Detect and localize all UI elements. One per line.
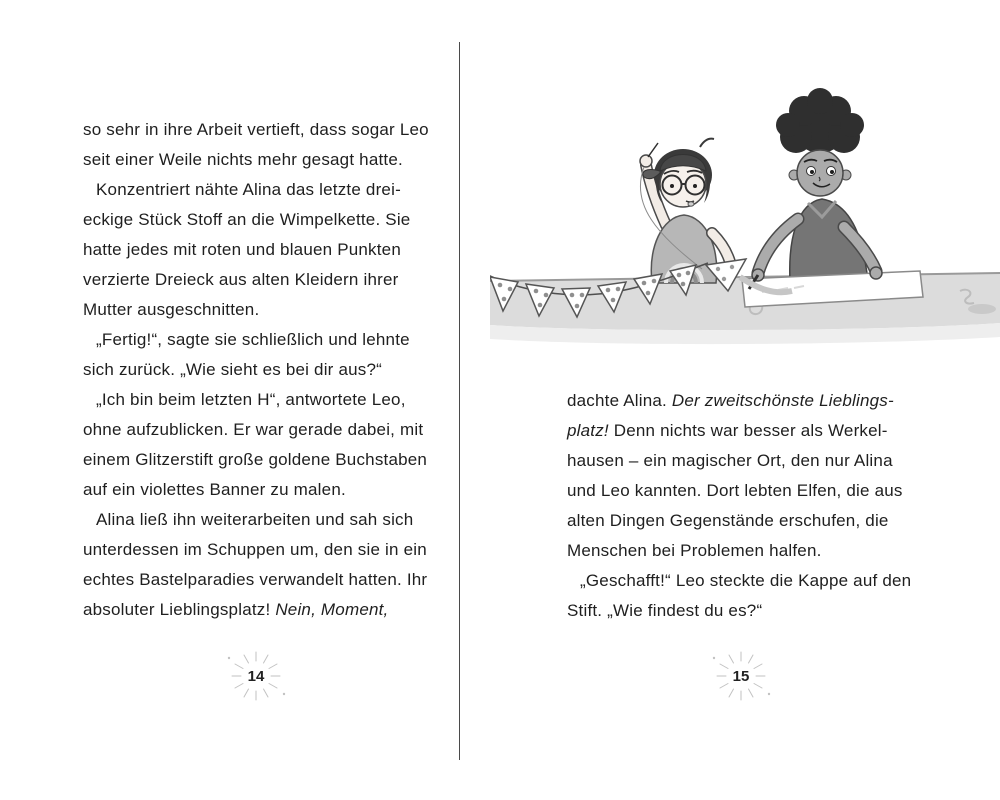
text-segment: Konzentriert nähte Alina das letzte drei-: [96, 180, 401, 199]
text-segment: „Ich bin beim letzten H“, antwortete Leo,: [96, 390, 406, 409]
needle: [648, 143, 658, 157]
text-line: [83, 175, 443, 205]
text-line: [83, 235, 443, 265]
page-number: 15: [732, 667, 750, 685]
text-segment: hatte jedes mit roten und blauen Punkten: [83, 240, 401, 259]
text-segment: und Leo kannten. Dort lebten Elfen, die aus: [567, 481, 903, 500]
text-line: [83, 475, 443, 505]
text-line: [567, 536, 927, 566]
text-segment: ohne aufzublicken. Er war gerade dabei, mit: [83, 420, 424, 439]
text-segment: platz!: [567, 421, 609, 440]
illustration-svg: [490, 85, 1000, 350]
leo-face: [797, 150, 843, 196]
text-line: [83, 205, 443, 235]
text-segment: alten Dingen Gegenstände erschufen, die: [567, 511, 889, 530]
text-segment: „Geschafft!“ Leo steckte die Kappe auf den: [580, 571, 912, 590]
illustration-alina-leo: [490, 85, 1000, 350]
text-segment: Nein, Moment,: [275, 600, 389, 619]
left-page-number-wrap: [211, 646, 301, 706]
text-segment: dachte Alina.: [567, 391, 672, 410]
text-line: [567, 446, 927, 476]
page-divider: [459, 42, 460, 760]
text-line: [567, 476, 927, 506]
text-segment: eckige Stück Stoff an die Wimpelkette. Sie: [83, 210, 411, 229]
text-line: [567, 416, 927, 446]
text-line: [567, 506, 927, 536]
text-segment: Stift. „Wie findest du es?“: [567, 601, 763, 620]
text-segment: hausen – ein magischer Ort, den nur Alina: [567, 451, 893, 470]
text-line: [83, 355, 443, 385]
right-page-number-wrap: [696, 646, 786, 706]
text-segment: so sehr in ihre Arbeit vertieft, dass sogar Leo: [83, 120, 429, 139]
text-segment: echtes Bastelparadies verwandelt hatten. Ihr: [83, 570, 428, 589]
text-line: [83, 445, 443, 475]
text-line: [83, 145, 443, 175]
text-line: [83, 505, 443, 535]
text-segment: auf ein violettes Banner zu malen.: [83, 480, 346, 499]
text-segment: unterdessen im Schuppen um, den sie in ein: [83, 540, 427, 559]
text-line: [83, 325, 443, 355]
alina-tongue: [688, 202, 694, 206]
text-line: [567, 596, 927, 626]
text-segment: Mutter ausgeschnitten.: [83, 300, 260, 319]
text-segment: einem Glitzerstift große goldene Buchstaben: [83, 450, 428, 469]
text-line: [567, 566, 927, 596]
text-segment: Der zweitschönste Lieblings-: [671, 391, 894, 410]
text-segment: „Fertig!“, sagte sie schließlich und lehnte: [96, 330, 410, 349]
text-segment: verzierte Dreieck aus alten Kleidern ihrer: [83, 270, 399, 289]
character-alina: [640, 139, 732, 283]
text-line: [567, 386, 927, 416]
text-line: [83, 115, 443, 145]
leo-afro: [776, 88, 864, 153]
page-number: 14: [247, 667, 265, 685]
text-line: [83, 415, 443, 445]
text-line: [83, 595, 443, 625]
text-segment: Denn nichts war besser als Werkel-: [608, 421, 888, 440]
character-leo: [776, 88, 868, 281]
text-segment: seit einer Weile nichts mehr gesagt hatte.: [83, 150, 403, 169]
text-segment: sich zurück. „Wie sieht es bei dir aus?“: [83, 360, 382, 379]
right-page-text: [567, 386, 927, 626]
text-line: [83, 535, 443, 565]
text-line: [83, 295, 443, 325]
left-page-text: [83, 115, 443, 625]
text-line: [83, 565, 443, 595]
text-segment: Alina ließ ihn weiterarbeiten und sah sich: [96, 510, 414, 529]
text-line: [83, 385, 443, 415]
alina-hand: [640, 155, 652, 167]
text-segment: Menschen bei Problemen halfen.: [567, 541, 822, 560]
text-segment: absoluter Lieblingsplatz!: [83, 600, 276, 619]
table-smudge: [968, 304, 996, 314]
text-line: [83, 265, 443, 295]
